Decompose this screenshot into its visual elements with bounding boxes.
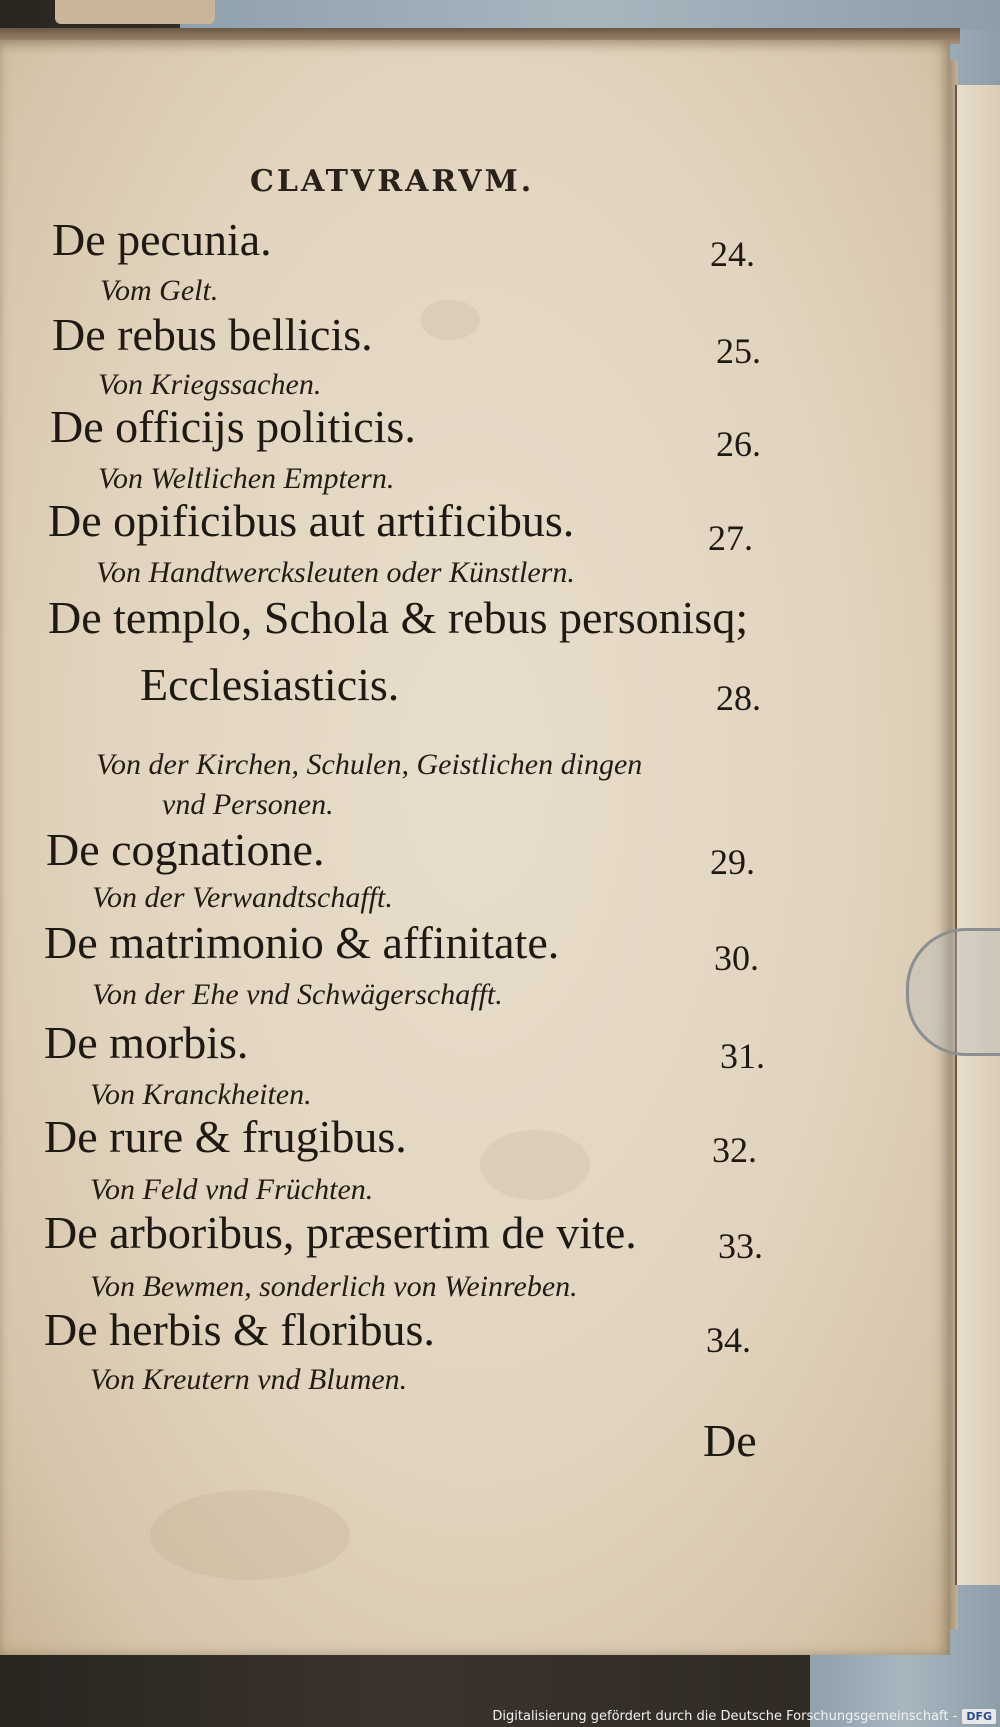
entry-title: De officijs politicis. <box>50 401 416 452</box>
entry-number: 32. <box>712 1130 757 1170</box>
entry-title: De rebus bellicis. <box>52 309 373 360</box>
entry-subtitle: vnd Personen. <box>162 788 334 821</box>
entry-subtitle: Von der Verwandtschafft. <box>92 881 393 914</box>
entry-title: De arboribus, præsertim de vite. <box>44 1207 637 1258</box>
table-of-contents <box>0 40 950 1655</box>
entry-number: 26. <box>716 424 761 464</box>
entry-number: 34. <box>706 1320 751 1360</box>
entry-subtitle: Von Bewmen, sonderlich von Weinreben. <box>90 1270 578 1303</box>
entry-title: De templo, Schola & rebus personisq; <box>48 592 749 643</box>
entry-number: 27. <box>708 518 753 558</box>
entry-subtitle: Von Weltlichen Emptern. <box>98 462 395 495</box>
entry-title: De rure & frugibus. <box>44 1111 407 1162</box>
entry-title: De morbis. <box>44 1017 249 1068</box>
entry-title: De opificibus aut artificibus. <box>48 495 575 546</box>
binding-board-top <box>180 0 1000 30</box>
footer-text: Digitalisierung gefördert durch die Deutsche Forschungsgemeinschaft - <box>492 1708 958 1724</box>
entry-title: De cognatione. <box>46 824 325 875</box>
page-tab-top <box>55 0 215 24</box>
entry-number: 33. <box>718 1226 763 1266</box>
entry-subtitle: Von der Ehe vnd Schwägerschafft. <box>92 978 503 1011</box>
entry-subtitle: Von Handtwercksleuten oder Künstlern. <box>96 556 575 589</box>
entry-number: 30. <box>714 938 759 978</box>
next-page-edge <box>955 85 1000 1585</box>
entry-subtitle: Von der Kirchen, Schulen, Geistlichen dingen <box>96 748 643 781</box>
entry-subtitle: Von Kreutern vnd Blumen. <box>90 1363 408 1396</box>
entry-subtitle: Vom Gelt. <box>100 274 219 307</box>
entry-number: 28. <box>716 678 761 718</box>
entry-number: 31. <box>720 1036 765 1076</box>
catchword: De <box>703 1415 757 1466</box>
book-page <box>0 40 950 1655</box>
entry-title: De herbis & floribus. <box>44 1304 435 1355</box>
entry-number: 25. <box>716 331 761 371</box>
entry-subtitle: Von Feld vnd Früchten. <box>90 1173 374 1206</box>
running-head: CLATVRARVM. <box>250 164 535 199</box>
entry-title: De matrimonio & affinitate. <box>44 917 560 968</box>
funding-footer <box>492 1707 996 1725</box>
entry-number: 29. <box>710 842 755 882</box>
entry-subtitle: Von Kriegssachen. <box>98 368 322 401</box>
entry-number: 24. <box>710 234 755 274</box>
entry-title-continuation: Ecclesiasticis. <box>140 659 400 710</box>
entry-title: De pecunia. <box>52 214 272 265</box>
entry-subtitle: Von Kranckheiten. <box>90 1078 312 1111</box>
dfg-logo: DFG <box>962 1709 996 1724</box>
